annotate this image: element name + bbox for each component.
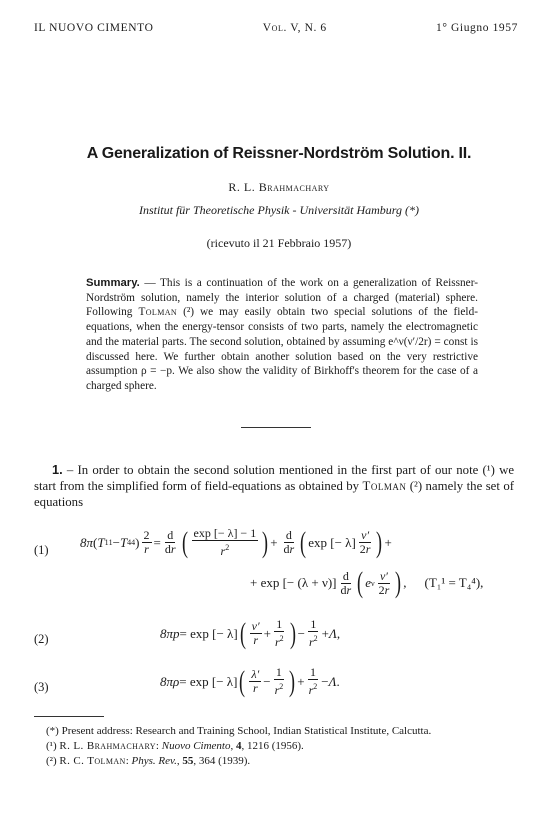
footnote-1-journal: Nuovo Cimento [161,740,231,752]
equation-1-line-1: 8π ( T 1 1 − T 4 4 ) $\frac{2}{r}$ = $\frac{d}{dr}$ ( $\frac{\exp [- \lambda] - 1}{r^2}$ ) + $\frac{d}{dr}$ ( exp [− λ] $\frac{\nu'}{2r}$ ) + [80,525,392,559]
volume-number: Vol. V, N. 6 [262,22,327,34]
footnote-0 [34,724,514,739]
section-text-2: (²) namely the set of equations [34,479,514,509]
equation-1-line-2: + exp [− (λ + ν)] $\frac{d}{dr}$ ( e ν $\frac{\nu'}{2r}$ ) , (T₁¹ = T₄⁴), [250,566,484,599]
footnote-2: (²) R. C. Tolman: Phys. Rev., 55, 364 (1939). [46,755,251,767]
footnote-1-marker: (¹) [46,740,57,752]
equation-3: 8πρ = exp [− λ] ( $\frac{\lambda'}{r}$ − $\frac{1}{r^2}$ ) + $\frac{1}{r^2}$ − Λ . [160,664,340,698]
footnote-1: (¹) R. L. Brahmachary: Nuovo Cimento, 4, 1216 (1956). [46,740,304,752]
received-date: (ricevuto il 21 Febbraio 1957) [206,236,352,250]
equation-3-label: (3) [34,680,49,694]
section-text-1: – In order to obtain the second solution mentioned in the first part of our note (¹) we start from the simplified form of field-equations as obtained by [34,463,514,493]
footnote-2-author: R. C. Tolman [59,755,126,767]
footnote-rule [34,716,104,717]
article-title: A Generalization of Reissner-Nordström Solution. II. [86,145,472,162]
equation-2: 8πp = exp [− λ] ( $\frac{\nu'}{r}$ + $\frac{1}{r^2}$ ) − $\frac{1}{r^2}$ + Λ , [160,616,341,650]
section-number: 1. [52,462,63,477]
section-tolman: Tolman [362,479,407,493]
summary-block [86,276,478,394]
footnote-0-marker: (*) [46,725,59,737]
equation-1-condition: (T₁¹ = T₄⁴), [424,575,484,590]
equation-2-label: (2) [34,632,49,646]
summary-tolman: Tolman [138,306,178,319]
footnote-1-volume: 4 [235,740,242,752]
footnote-1-rest: , 1216 (1956). [241,740,304,752]
footnote-2-volume: 55 [182,755,194,767]
footnote-2-journal: Phys. Rev. [131,755,177,767]
footnotes [34,724,514,769]
article-author: R. L. Brahmachary [228,180,330,194]
issue-date: 1° Giugno 1957 [435,22,518,34]
footnote-2-marker: (²) [46,755,57,767]
running-head [34,22,518,34]
author-institute: Institut für Theoretische Physik - Universität Hamburg (*) [138,203,420,217]
separator-rule [241,427,311,428]
equation-1-label: (1) [34,543,49,557]
section-1-paragraph [34,462,514,510]
summary-text-1: — This is a continuation of the work on a generalization of Reissner-Nordström solution, namely the interior solution of a charged (material) sphere. Following [86,277,478,319]
summary-label: Summary. [86,277,140,289]
footnote-1-author: R. L. Brahmachary [59,740,156,752]
footnote-2-rest: , 364 (1939). [193,755,251,767]
journal-name: IL NUOVO CIMENTO [34,22,154,34]
summary-text-2: (²) we may easily obtain two special solutions of the field-equations, when the energy-tensor consists of two parts, namely the electromagnetic and the material parts. The second solution, obtained by assuming e^ν(ν′/2r) = const is discussed here. We further obtain another solution based on the very restrictive assumption ρ = −p. We also show the validity of Birkhoff's theorem for the case of a charged sphere. [86,306,478,392]
footnote-0-text: Present address: Research and Training School, Indian Statistical Institute, Calcutta. [58,725,432,737]
